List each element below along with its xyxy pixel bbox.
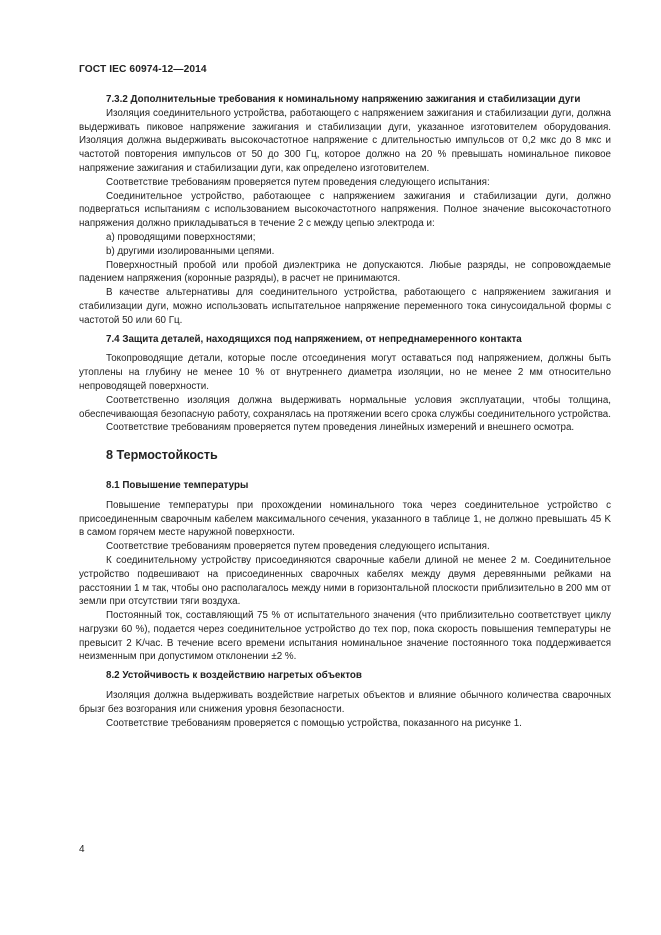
paragraph: Соответствие требованиям проверяется путем проведения следующего испытания. — [106, 541, 490, 553]
document-header: ГОСТ IEC 60974-12—2014 — [79, 64, 207, 75]
page-number: 4 — [79, 844, 85, 855]
heading-8: 8 Термостойкость — [106, 448, 218, 463]
paragraph: Соответствие требованиям проверяется путем проведения следующего испытания: — [106, 176, 490, 188]
paragraph: Изоляция должна выдерживать воздействие нагретых объектов и влияние обычного количества сварочных брызг без возгорания или снижения уровня безопасности. — [79, 690, 611, 715]
paragraph: Соединительное устройство, работающее с напряжением зажигания и стабилизации дуги, должно подвергаться испытаниям с использованием высокочастотного напряжения. Полное значение высокочастотного напряжения должно прикладываться в течение 2 с между цепью электрода и: — [79, 190, 611, 230]
list-item: а) проводящими поверхностями; — [106, 231, 256, 243]
document-body — [79, 93, 611, 730]
paragraph: Соответствие требованиям проверяется путем проведения линейных измерений и внешнего осмотра. — [106, 422, 575, 434]
paragraph: К соединительному устройству присоединяются сварочные кабели длиной не менее 2 м. Соединительное устройство подвешивают на присоединенных сварочных кабелях между двумя деревянными рейками на расстоянии 1 м так, чтобы оно располагалось между ними в горизонтальной плоскости приблизительно в 200 мм от земли при отсутствии тяги воздуха. — [79, 554, 611, 608]
paragraph: Изоляция соединительного устройства, работающего с напряжением зажигания и стабилизации дуги, должна выдерживать пиковое напряжение зажигания и стабилизации дуги, указанное изготовителем оборудования. Изоляция должна выдерживать высокочастотное напряжение с длительностью импульсов от 0,2 мкс до 8 мкс и частотой повторения импульсов от 50 до 300 Гц, которое должно на 20 % превышать номинальное пиковое напряжение зажигания и стабилизации дуги, как определено изготовителем. — [79, 107, 611, 174]
heading-8-2: 8.2 Устойчивость к воздействию нагретых объектов — [106, 670, 362, 682]
paragraph: Повышение температуры при прохождении номинального тока через соединительное устройство с присоединенным сварочным кабелем максимального сечения, указанного в таблице 1, не должно превышать 45 K в самом горячем месте наружной поверхности. — [79, 499, 611, 539]
paragraph: Поверхностный пробой или пробой диэлектрика не допускаются. Любые разряды, не сопровождаемые падением напряжения (коронные разряды), в расчет не принимаются. — [79, 259, 611, 285]
heading-7-3-2: 7.3.2 Дополнительные требования к номинальному напряжению зажигания и стабилизации дуги — [106, 94, 581, 105]
heading-7-4: 7.4 Защита деталей, находящихся под напряжением, от непреднамеренного контакта — [106, 333, 522, 345]
heading-8-1: 8.1 Повышение температуры — [106, 479, 249, 491]
paragraph: В качестве альтернативы для соединительного устройства, работающего с напряжением зажигания и стабилизации дуги, можно использовать испытательное напряжение переменного тока синусоидальной формы с частотой 50 или 60 Гц. — [79, 287, 611, 326]
paragraph: Соответствие требованиям проверяется с помощью устройства, показанного на рисунке 1. — [106, 717, 522, 729]
paragraph: Соответственно изоляция должна выдерживать нормальные условия эксплуатации, чтобы толщина, обеспечивающая безопасную работу, сохранялась на протяжении всего срока службы соединительного устройства. — [79, 394, 611, 420]
paragraph: Постоянный ток, составляющий 75 % от испытательного значения (что приблизительно соответствует циклу нагрузки 60 %), подается через соединительное устройство до тех пор, пока скорость повышения температуры не превысит 2 K/час. В течение всего времени испытания номинальное значение постоянного тока поддерживается неизменным при допустимом отклонении ±2 %. — [79, 610, 611, 663]
paragraph: Токопроводящие детали, которые после отсоединения могут оставаться под напряжением, должны быть утоплены на глубину не менее 10 % от внутреннего диаметра изоляции, но не менее 2 мм относительно непроводящей поверхности. — [79, 353, 611, 392]
list-item: b) другими изолированными цепями. — [106, 245, 275, 257]
